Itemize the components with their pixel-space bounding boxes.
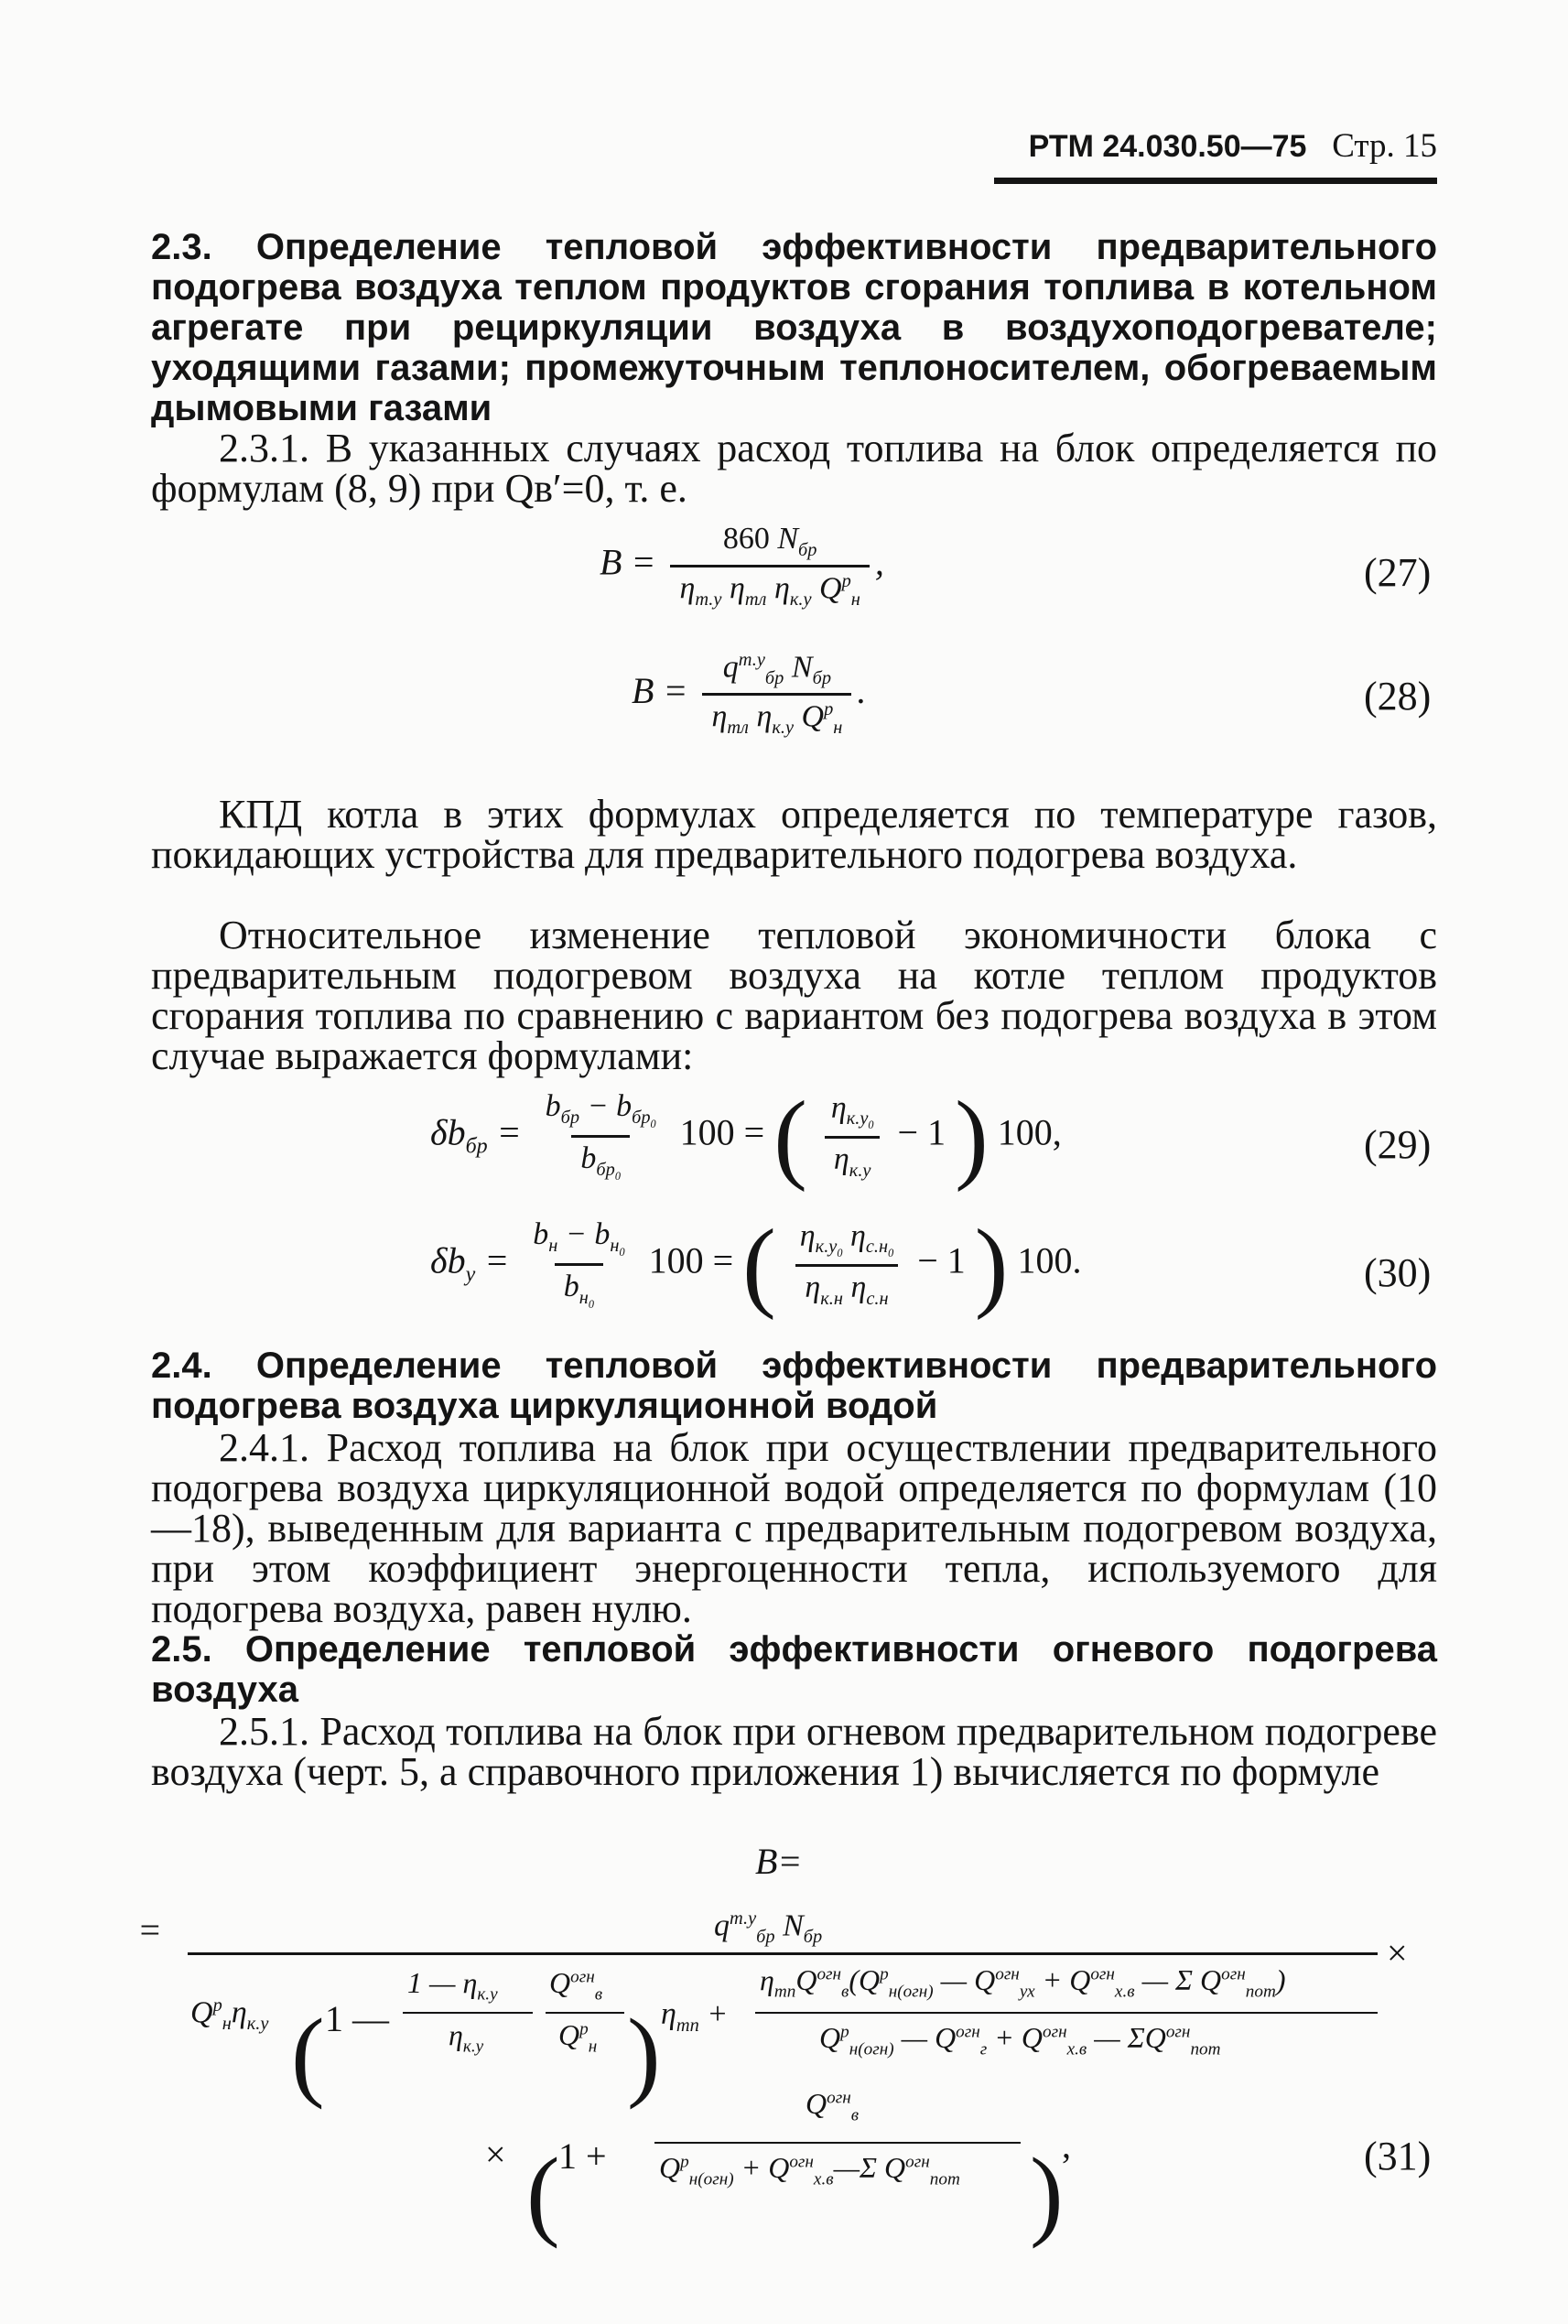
equation-number-27: (27) <box>1364 550 1432 595</box>
paragraph-relative-change: Относительное изменение тепловой экономичности блока с предварительным подогревом воздуха на котле теплом продуктов сгорания топлива по сравнению с вариантом без подогрева воздуха в этом случае выражается формулами: <box>151 913 1437 1078</box>
equation-number-30: (30) <box>1364 1250 1432 1295</box>
paragraph-2-3-1: 2.3.1. В указанных случаях расход топлива на блок определяется по формулам (8, 9) при Qв′=0, т. е. <box>151 426 1437 511</box>
section-2-3-heading: 2.3. Определение тепловой эффективности предварительного подогрева воздуха теплом продуктов сгорания топлива в котельном агрегате при рециркуляции воздуха в воздухоподогревателе; уходящими газами; промежуточным теплоносителем, обогреваемым дымовыми газами <box>151 227 1437 428</box>
equation-number-29: (29) <box>1364 1122 1432 1167</box>
paragraph-2-5-1: 2.5.1. Расход топлива на блок при огневом предварительном подогреве воздуха (черт. 5, а справочного приложения 1) вычисляется по формуле <box>151 1709 1437 1794</box>
formula-28: B = $\frac{q^{т.у}_{бр} N_{бр}}{\eta_{тл} \eta_{к.у} Q^р_н}$ . <box>632 650 867 739</box>
page-number: Стр. 15 <box>1332 127 1437 165</box>
equation-number-28: (28) <box>1364 674 1432 719</box>
document-code: РТМ 24.030.50—75 <box>1028 129 1307 164</box>
formula-27: B = $\frac{860 N_{бр}}{\eta_{т.у} \eta_{тл} \eta_{к.у} Q^р_н}$ , <box>600 522 884 610</box>
section-2-5-heading: 2.5. Определение тепловой эффективности огневого подогрева воздуха <box>151 1629 1437 1710</box>
formula-30: $\delta b_у$ = $\frac{b_н - b_{н_0}}{b_{н_0}}$ 100 = ( $\frac{\eta_{к.у_0} \eta_{с.н_0}}{\eta_{к.н} \eta_{с.н}}$ − 1 ) 100. <box>430 1208 1082 1321</box>
formula-31: B= = $q^{т.у}_{бр}$ $N_{бр}$ × $Q^р_н\eta_{к.у}$ ( 1 — 1 — $\eta_{к.у}$ $\eta_{к.у}$ $Q^{огн}_в$ $Q^р_н$ ) $\eta_{тп}$ + $\eta_{тп}Q^{огн}_в(Q^р_{н(огн)}$ — $Q^{огн}_{ух} + Q^{огн}_{х.в}$ — Σ $Q^{огн}_{пот}$) $Q^р_{н(огн)}$ — $Q^{огн}_г + Q^{огн}_{х.в}$ — $\Sigma Q^{огн}_{пот}$ × ( 1 + $Q^{огн}_в$ $Q^р_{н(огн)}$ + $Q^{огн}_{х.в}—\Sigma$ $Q^{огн}_{пот}$ ) , <box>137 1841 1408 2249</box>
equation-number-31: (31) <box>1364 2134 1432 2178</box>
formula-29: $\delta b_{бр}$ = $\frac{b_{бр} - b_{бр_0}}{b_{бр_0}}$ 100 = ( $\frac{\eta_{к.у_0}}{\eta_{к.у}}$ − 1 ) 100, <box>430 1080 1062 1193</box>
section-2-4-heading: 2.4. Определение тепловой эффективности предварительного подогрева воздуха циркуляционной водой <box>151 1346 1437 1426</box>
paragraph-2-4-1: 2.4.1. Расход топлива на блок при осуществлении предварительного подогрева воздуха циркуляционной водой определяется по формулам (10—18), выведенным для варианта с предварительным подогревом воздуха, при этом коэффициент энергоценности тепла, используемого для подогрева воздуха, равен нулю. <box>151 1425 1437 1631</box>
paragraph-kpd: КПД котла в этих формулах определяется по температуре газов, покидающих устройства для предварительного подогрева воздуха. <box>151 792 1437 877</box>
